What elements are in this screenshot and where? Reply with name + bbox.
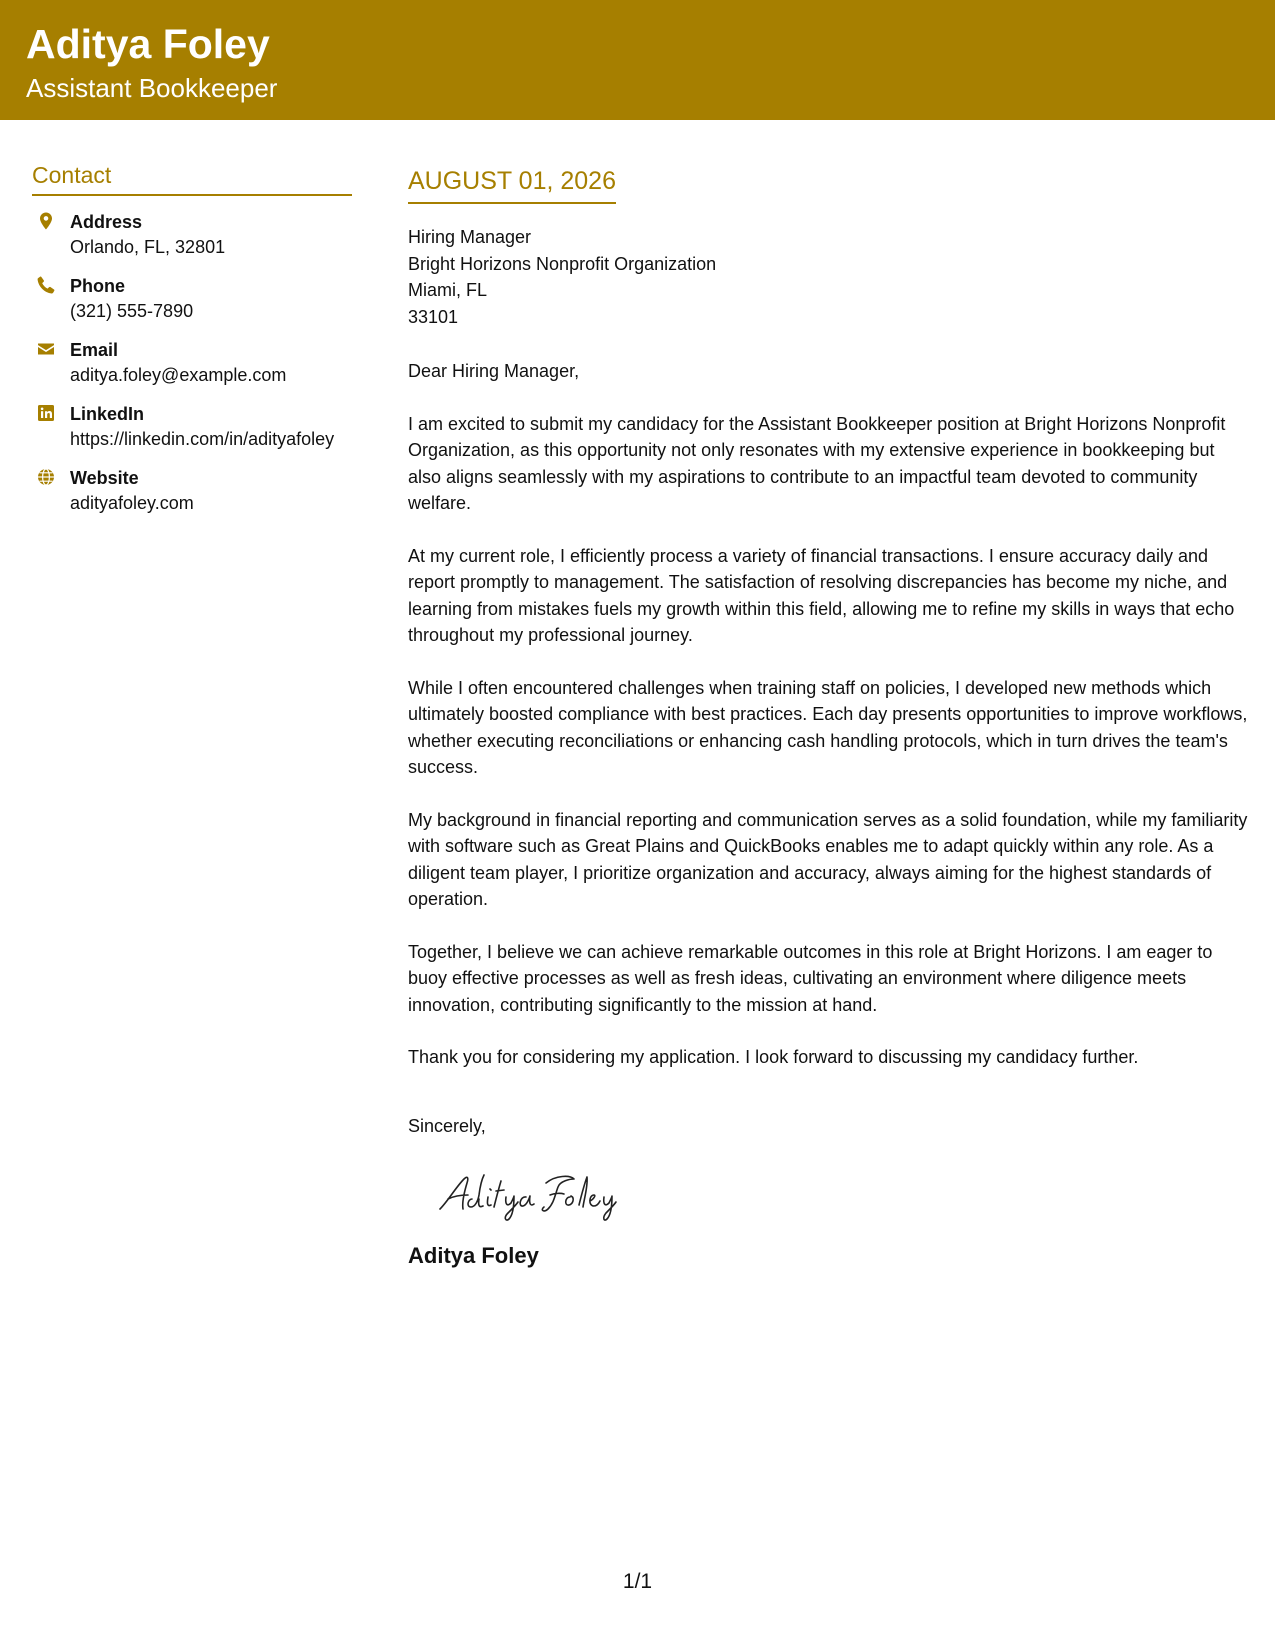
map-pin-icon [36, 211, 56, 231]
recipient-line: Bright Horizons Nonprofit Organization [408, 253, 717, 274]
recipient-line: Hiring Manager [408, 227, 532, 247]
recipient-line: Miami, FL [408, 280, 488, 300]
letter-date: AUGUST 01, 2026 [408, 166, 616, 204]
contact-label: Website [70, 467, 139, 488]
globe-icon [36, 467, 56, 487]
body-paragraph: Together, I believe we can achieve remarkable outcomes in this role at Bright Horizons. I am eager to buoy effective processes as well as fresh ideas, cultivating an environment where diligence meets innovation, contributing significantly to the mission at hand. [408, 941, 1213, 1015]
contact-sidebar [32, 162, 352, 530]
linkedin-icon [36, 403, 56, 423]
body-paragraph: I am excited to submit my candidacy for the Assistant Bookkeeper position at Bright Horizons Nonprofit Organization, as this opportunity not only resonates with my extensive experience in bookkeeping but also aligns seamlessly with my aspirations to contribute to an impactful team devoted to community welfare. [408, 413, 1226, 513]
closing: Sincerely, [408, 1115, 486, 1136]
recipient-block [408, 224, 1250, 330]
applicant-job-title: Assistant Bookkeeper [26, 73, 278, 103]
contact-item-email [32, 338, 352, 388]
contact-item-website [32, 466, 352, 516]
recipient-line: 33101 [408, 306, 459, 327]
contact-label: LinkedIn [70, 403, 145, 424]
contact-value: Orlando, FL, 32801 [70, 236, 226, 257]
letter-body [408, 166, 1250, 1270]
envelope-icon [36, 339, 56, 359]
handwritten-signature [434, 1165, 664, 1225]
contact-label: Phone [70, 275, 126, 296]
body-paragraph: While I often encountered challenges when training staff on policies, I developed new methods which ultimately boosted compliance with best practices. Each day presents opportunities to improve workflows, whether executing reconciliations or enhancing cash handling protocols, which in turn drives the team's success. [408, 677, 1248, 777]
contact-label: Address [70, 211, 143, 232]
contact-value: (321) 555-7890 [70, 300, 194, 321]
page-number: 1/1 [622, 1570, 653, 1593]
contact-label: Email [70, 339, 119, 360]
body-paragraph: Thank you for considering my application. I look forward to discussing my candidacy further. [408, 1047, 1139, 1067]
phone-icon [36, 275, 56, 295]
contact-value[interactable]: adityafoley.com [70, 492, 194, 513]
contact-item-address [32, 210, 352, 260]
contact-item-phone [32, 274, 352, 324]
contact-value[interactable]: aditya.foley@example.com [70, 364, 287, 385]
signer-name: Aditya Foley [408, 1243, 539, 1268]
contact-section-title: Contact [32, 162, 352, 196]
contact-value[interactable]: https://linkedin.com/in/adityafoley [70, 428, 335, 449]
applicant-name: Aditya Foley [26, 21, 270, 67]
header-banner [0, 0, 1275, 120]
body-paragraph: My background in financial reporting and communication serves as a solid foundation, while my familiarity with software such as Great Plains and QuickBooks enables me to adapt quickly within any role. As a diligent team player, I prioritize organization and accuracy, always aiming for the highest standards of operation. [408, 809, 1248, 909]
contact-item-linkedin [32, 402, 352, 452]
body-paragraph: At my current role, I efficiently process a variety of financial transactions. I ensure accuracy daily and report promptly to management. The satisfaction of resolving discrepancies has become my niche, and learning from mistakes fuels my growth within this field, allowing me to refine my skills in ways that echo throughout my professional journey. [408, 545, 1235, 645]
salutation: Dear Hiring Manager, [408, 361, 580, 381]
